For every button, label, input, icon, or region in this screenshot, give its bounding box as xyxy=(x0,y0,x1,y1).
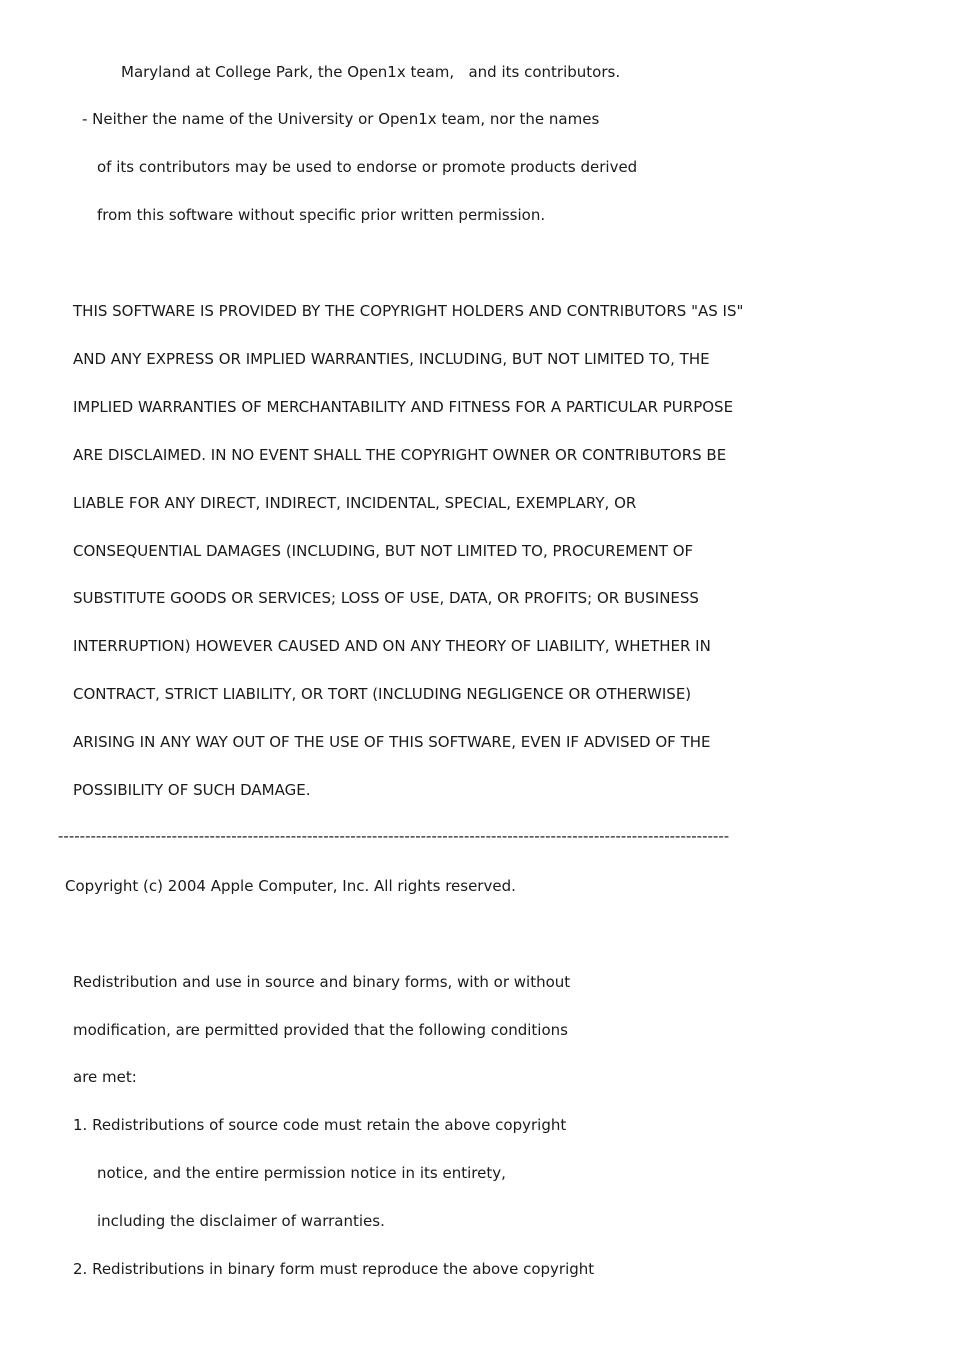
disclaimer-line: CONTRACT, STRICT LIABILITY, OR TORT (INCLUDING NEGLIGENCE OR OTHERWISE) xyxy=(73,685,692,703)
disclaimer-line: THIS SOFTWARE IS PROVIDED BY THE COPYRIGHT HOLDERS AND CONTRIBUTORS "AS IS" xyxy=(73,302,744,320)
license-text-line: of its contributors may be used to endorse or promote products derived xyxy=(97,158,638,176)
disclaimer-line: LIABLE FOR ANY DIRECT, INDIRECT, INCIDENTAL, SPECIAL, EXEMPLARY, OR xyxy=(73,494,637,512)
disclaimer-line: POSSIBILITY OF SUCH DAMAGE. xyxy=(73,781,311,799)
disclaimer-line: IMPLIED WARRANTIES OF MERCHANTABILITY AND FITNESS FOR A PARTICULAR PURPOSE xyxy=(73,398,734,416)
license-text-line: 2. Redistributions in binary form must reproduce the above copyright xyxy=(73,1260,595,1278)
license-text-line: Maryland at College Park, the Open1x team, and its contributors. xyxy=(121,63,621,81)
license-text-line: are met: xyxy=(73,1068,137,1086)
license-text-line: - Neither the name of the University or Open1x team, nor the names xyxy=(82,110,600,128)
disclaimer-line: AND ANY EXPRESS OR IMPLIED WARRANTIES, INCLUDING, BUT NOT LIMITED TO, THE xyxy=(73,350,710,368)
license-text-line: from this software without specific prior written permission. xyxy=(97,206,546,224)
license-text-line: including the disclaimer of warranties. xyxy=(97,1212,385,1230)
license-text-line: 1. Redistributions of source code must retain the above copyright xyxy=(73,1116,567,1134)
license-text-line: notice, and the entire permission notice in its entirety, xyxy=(97,1164,506,1182)
license-text-line: modification, are permitted provided that the following conditions xyxy=(73,1021,568,1039)
section-divider: ---------------------------------------------------------------------------------------------------------------------------- xyxy=(58,827,730,845)
disclaimer-line: SUBSTITUTE GOODS OR SERVICES; LOSS OF USE, DATA, OR PROFITS; OR BUSINESS xyxy=(73,589,699,607)
disclaimer-line: INTERRUPTION) HOWEVER CAUSED AND ON ANY THEORY OF LIABILITY, WHETHER IN xyxy=(73,637,711,655)
copyright-notice: Copyright (c) 2004 Apple Computer, Inc. All rights reserved. xyxy=(65,877,516,895)
disclaimer-line: ARE DISCLAIMED. IN NO EVENT SHALL THE COPYRIGHT OWNER OR CONTRIBUTORS BE xyxy=(73,446,727,464)
disclaimer-line: ARISING IN ANY WAY OUT OF THE USE OF THIS SOFTWARE, EVEN IF ADVISED OF THE xyxy=(73,733,711,751)
disclaimer-line: CONSEQUENTIAL DAMAGES (INCLUDING, BUT NOT LIMITED TO, PROCUREMENT OF xyxy=(73,542,694,560)
license-text-line: Redistribution and use in source and binary forms, with or without xyxy=(73,973,571,991)
